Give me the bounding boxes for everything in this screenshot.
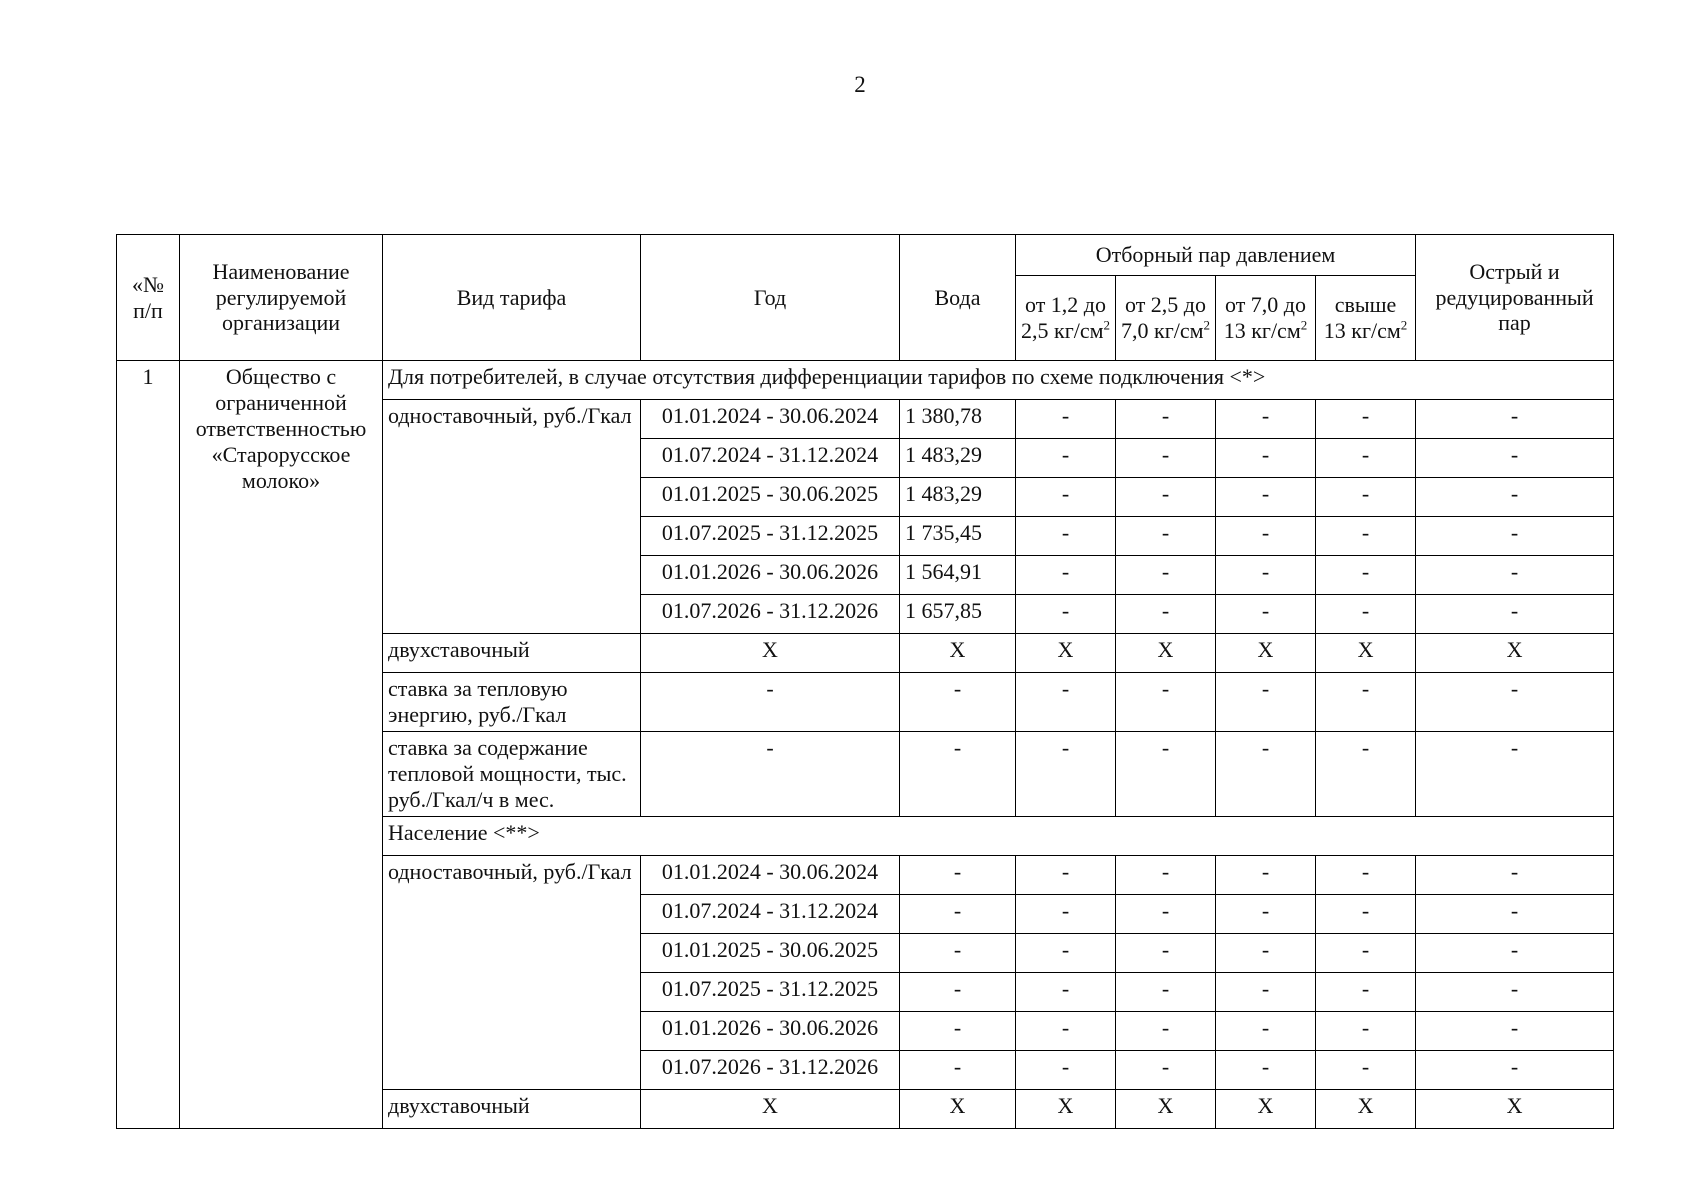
superscript: 2 [1203, 317, 1211, 333]
steam-1-cell: - [1016, 673, 1116, 732]
steam-1-cell: - [1016, 478, 1116, 517]
steam-1-label: от 1,2 до 2,5 кг/см [1021, 292, 1107, 343]
water-cell: - [900, 894, 1016, 933]
sharp-cell: - [1416, 972, 1614, 1011]
steam-1-cell: - [1016, 1011, 1116, 1050]
sharp-cell: X [1416, 1089, 1614, 1128]
steam-1-cell: - [1016, 517, 1116, 556]
period-cell: 01.01.2025 - 30.06.2025 [641, 933, 900, 972]
steam-3-label: от 7,0 до 13 кг/см [1223, 292, 1307, 343]
steam-4-cell: - [1316, 517, 1416, 556]
steam-1-cell: - [1016, 439, 1116, 478]
steam-1-cell: - [1016, 855, 1116, 894]
col-header-steam-group: Отборный пар давлением [1016, 235, 1416, 276]
steam-2-cell: - [1116, 855, 1216, 894]
water-cell: 1 735,45 [900, 517, 1016, 556]
period-cell: X [641, 634, 900, 673]
tariff-label: ставка за содержание тепловой мощности, тыс. руб./Гкал/ч в мес. [383, 731, 641, 816]
period-cell: - [641, 731, 900, 816]
steam-1-cell: - [1016, 894, 1116, 933]
steam-4-cell: - [1316, 478, 1416, 517]
sharp-cell: X [1416, 634, 1614, 673]
steam-4-cell: - [1316, 731, 1416, 816]
steam-4-cell: - [1316, 1050, 1416, 1089]
steam-1-cell: - [1016, 933, 1116, 972]
superscript: 2 [1103, 317, 1111, 333]
period-cell: 01.07.2024 - 31.12.2024 [641, 439, 900, 478]
sharp-cell: - [1416, 439, 1614, 478]
water-cell: - [900, 933, 1016, 972]
steam-4-cell: - [1316, 556, 1416, 595]
steam-3-cell: - [1216, 439, 1316, 478]
steam-3-cell: - [1216, 1050, 1316, 1089]
period-cell: 01.07.2024 - 31.12.2024 [641, 894, 900, 933]
steam-2-cell: - [1116, 478, 1216, 517]
sharp-cell: - [1416, 595, 1614, 634]
col-header-tariff-type: Вид тарифа [383, 235, 641, 361]
steam-4-cell: X [1316, 1089, 1416, 1128]
steam-3-cell: - [1216, 731, 1316, 816]
section-row [117, 361, 1614, 400]
sharp-cell: - [1416, 1050, 1614, 1089]
col-header-sharp-steam: Острый и редуцированный пар [1416, 235, 1614, 361]
steam-2-cell: - [1116, 595, 1216, 634]
sharp-cell: - [1416, 731, 1614, 816]
superscript: 2 [1400, 317, 1408, 333]
sharp-cell: - [1416, 478, 1614, 517]
page-number: 2 [854, 72, 866, 97]
period-cell: 01.07.2026 - 31.12.2026 [641, 1050, 900, 1089]
period-cell: 01.01.2024 - 30.06.2024 [641, 400, 900, 439]
water-cell: X [900, 1089, 1016, 1128]
steam-2-cell: - [1116, 731, 1216, 816]
period-cell: 01.01.2026 - 30.06.2026 [641, 1011, 900, 1050]
sharp-cell: - [1416, 933, 1614, 972]
steam-2-cell: - [1116, 556, 1216, 595]
steam-2-cell: - [1116, 933, 1216, 972]
col-header-steam-2 [1116, 276, 1216, 361]
steam-2-cell: - [1116, 972, 1216, 1011]
water-cell: 1 483,29 [900, 478, 1016, 517]
steam-1-cell: - [1016, 595, 1116, 634]
steam-2-cell: - [1116, 673, 1216, 732]
superscript: 2 [1300, 317, 1308, 333]
steam-2-cell: - [1116, 894, 1216, 933]
steam-1-cell: - [1016, 400, 1116, 439]
steam-3-cell: - [1216, 894, 1316, 933]
steam-4-label: свыше 13 кг/см [1323, 292, 1401, 343]
period-cell: 01.07.2025 - 31.12.2025 [641, 517, 900, 556]
sharp-cell: - [1416, 400, 1614, 439]
steam-4-cell: - [1316, 933, 1416, 972]
water-cell: - [900, 855, 1016, 894]
steam-1-cell: - [1016, 731, 1116, 816]
water-cell: - [900, 1050, 1016, 1089]
row-number: 1 [117, 361, 180, 1129]
steam-3-cell: - [1216, 972, 1316, 1011]
steam-2-cell: - [1116, 1050, 1216, 1089]
water-cell: - [900, 673, 1016, 732]
steam-1-cell: - [1016, 556, 1116, 595]
steam-3-cell: X [1216, 634, 1316, 673]
header-row [117, 235, 1614, 276]
sharp-cell: - [1416, 855, 1614, 894]
steam-4-cell: - [1316, 972, 1416, 1011]
steam-2-label: от 2,5 до 7,0 кг/см [1121, 292, 1207, 343]
steam-3-cell: - [1216, 933, 1316, 972]
tariff-label: одноставочный, руб./Гкал [383, 855, 641, 1089]
col-header-organization: Наименование регулируемой организации [180, 235, 383, 361]
steam-3-cell: - [1216, 855, 1316, 894]
col-header-number: «№ п/п [117, 235, 180, 361]
steam-4-cell: - [1316, 1011, 1416, 1050]
steam-3-cell: - [1216, 556, 1316, 595]
steam-3-cell: - [1216, 595, 1316, 634]
col-header-steam-3 [1216, 276, 1316, 361]
steam-4-cell: - [1316, 439, 1416, 478]
section-title: Население <**> [383, 816, 1614, 855]
steam-2-cell: - [1116, 400, 1216, 439]
steam-4-cell: - [1316, 595, 1416, 634]
water-cell: - [900, 972, 1016, 1011]
steam-3-cell: - [1216, 400, 1316, 439]
water-cell: 1 657,85 [900, 595, 1016, 634]
tariff-table [116, 234, 1614, 1129]
steam-4-cell: - [1316, 673, 1416, 732]
sharp-cell: - [1416, 673, 1614, 732]
water-cell: 1 380,78 [900, 400, 1016, 439]
tariff-label: двухставочный [383, 634, 641, 673]
period-cell: 01.01.2024 - 30.06.2024 [641, 855, 900, 894]
col-header-steam-1 [1016, 276, 1116, 361]
period-cell: - [641, 673, 900, 732]
sharp-cell: - [1416, 1011, 1614, 1050]
sharp-cell: - [1416, 894, 1614, 933]
col-header-steam-4 [1316, 276, 1416, 361]
sharp-cell: - [1416, 556, 1614, 595]
steam-1-cell: - [1016, 972, 1116, 1011]
organization-name: Общество с ограниченной ответственностью «Старорусское молоко» [180, 361, 383, 1129]
steam-3-cell: - [1216, 517, 1316, 556]
tariff-label: двухставочный [383, 1089, 641, 1128]
col-header-year: Год [641, 235, 900, 361]
water-cell: 1 483,29 [900, 439, 1016, 478]
water-cell: 1 564,91 [900, 556, 1016, 595]
section-title: Для потребителей, в случае отсутствия дифференциации тарифов по схеме подключения <*> [383, 361, 1614, 400]
steam-3-cell: - [1216, 478, 1316, 517]
steam-4-cell: - [1316, 400, 1416, 439]
tariff-label: одноставочный, руб./Гкал [383, 400, 641, 634]
steam-4-cell: - [1316, 855, 1416, 894]
tariff-label: ставка за тепловую энергию, руб./Гкал [383, 673, 641, 732]
steam-1-cell: X [1016, 634, 1116, 673]
steam-2-cell: X [1116, 634, 1216, 673]
steam-3-cell: X [1216, 1089, 1316, 1128]
steam-4-cell: - [1316, 894, 1416, 933]
period-cell: 01.07.2026 - 31.12.2026 [641, 595, 900, 634]
steam-2-cell: - [1116, 1011, 1216, 1050]
steam-2-cell: X [1116, 1089, 1216, 1128]
steam-1-cell: X [1016, 1089, 1116, 1128]
steam-3-cell: - [1216, 673, 1316, 732]
steam-4-cell: X [1316, 634, 1416, 673]
col-header-water: Вода [900, 235, 1016, 361]
water-cell: X [900, 634, 1016, 673]
period-cell: 01.01.2026 - 30.06.2026 [641, 556, 900, 595]
sharp-cell: - [1416, 517, 1614, 556]
steam-3-cell: - [1216, 1011, 1316, 1050]
period-cell: 01.07.2025 - 31.12.2025 [641, 972, 900, 1011]
steam-1-cell: - [1016, 1050, 1116, 1089]
water-cell: - [900, 1011, 1016, 1050]
steam-2-cell: - [1116, 517, 1216, 556]
water-cell: - [900, 731, 1016, 816]
steam-2-cell: - [1116, 439, 1216, 478]
period-cell: 01.01.2025 - 30.06.2025 [641, 478, 900, 517]
period-cell: X [641, 1089, 900, 1128]
